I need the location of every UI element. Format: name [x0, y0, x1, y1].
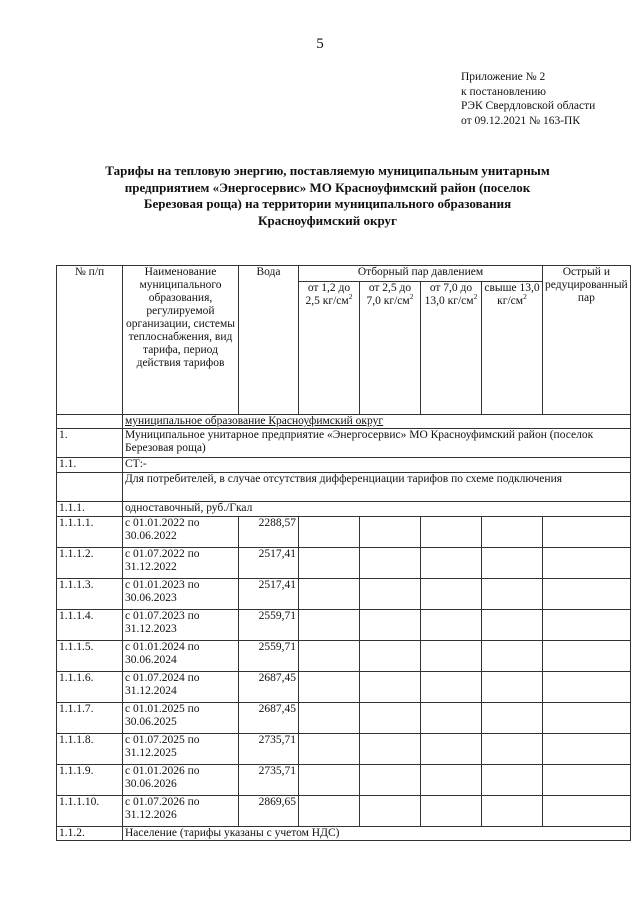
tariff-row-steam-4: [482, 548, 543, 579]
appendix-line: Приложение № 2: [461, 71, 546, 83]
title-line: Красноуфимский округ: [258, 212, 397, 228]
population-row: Население (тарифы указаны с учетом НДС): [123, 827, 631, 841]
tariff-row-num: 1.1.1.7.: [57, 703, 123, 734]
tariff-row-sharp: [543, 672, 631, 703]
tariff-row-steam-3: [421, 517, 482, 548]
tariff-row-sharp: [543, 796, 631, 827]
tariff-row: [57, 703, 631, 734]
tariff-row-steam-4: [482, 765, 543, 796]
tariff-row-steam-2: [360, 765, 421, 796]
tariff-table: [56, 265, 631, 841]
tariff-row-steam-1: [299, 610, 360, 641]
document-title: [80, 163, 575, 229]
title-line: предприятием «Энергосервис» МО Красноуфимский район (поселок: [124, 179, 531, 195]
tariff-row-steam-2: [360, 796, 421, 827]
system-name: СТ:-: [123, 458, 631, 473]
tariff-row-steam-1: [299, 517, 360, 548]
tariff-row-steam-3: [421, 796, 482, 827]
tariff-row-steam-4: [482, 796, 543, 827]
tariff-row-steam-1: [299, 579, 360, 610]
tariff-row-steam-3: [421, 703, 482, 734]
tariff-row-steam-4: [482, 672, 543, 703]
tariff-row-sharp: [543, 641, 631, 672]
tariff-rows: [57, 517, 631, 827]
title-line: Тарифы на тепловую энергию, поставляемую муниципальным унитарным: [105, 163, 550, 178]
tariff-row-period: с 01.01.2023 по 30.06.2023: [123, 579, 239, 610]
tariff-row-steam-2: [360, 517, 421, 548]
tariff-row: [57, 734, 631, 765]
tariff-row-sharp: [543, 765, 631, 796]
tariff-row-water: 2735,71: [239, 765, 299, 796]
tariff-row: [57, 641, 631, 672]
tariff-row-period: с 01.07.2022 по 31.12.2022: [123, 548, 239, 579]
appendix-line: от 09.12.2021 № 163-ПК: [461, 114, 581, 127]
tariff-row-steam-4: [482, 703, 543, 734]
tariff-row-num: 1.1.1.2.: [57, 548, 123, 579]
tariff-row-steam-4: [482, 641, 543, 672]
tariff-row-sharp: [543, 734, 631, 765]
tariff-row-steam-2: [360, 641, 421, 672]
header-steam-4: свыше 13,0 $кг/см^2$: [482, 282, 543, 415]
page-number: 5: [316, 36, 324, 52]
tariff-row: [57, 672, 631, 703]
tariff-row-steam-3: [421, 548, 482, 579]
tariff-row-steam-4: [482, 579, 543, 610]
tariff-row-steam-3: [421, 765, 482, 796]
tariff-row: [57, 796, 631, 827]
tariff-row-period: с 01.01.2022 по 30.06.2022: [123, 517, 239, 548]
tariff-row-period: с 01.07.2023 по 31.12.2023: [123, 610, 239, 641]
consumers-num-cell: [57, 473, 123, 502]
header-water: Вода: [239, 266, 299, 415]
tariff-type: одноставочный, руб./Гкал: [123, 502, 631, 517]
header-sharp-steam: Острый и редуцированный пар: [543, 266, 631, 415]
tariff-row-steam-1: [299, 641, 360, 672]
tariff-row-steam-2: [360, 610, 421, 641]
tariff-row-period: с 01.07.2024 по 31.12.2024: [123, 672, 239, 703]
header-steam-group: Отборный пар давлением: [299, 266, 543, 282]
tariff-row-num: 1.1.1.1.: [57, 517, 123, 548]
tariff-row-steam-3: [421, 734, 482, 765]
header-num: № п/п: [57, 266, 123, 415]
tariff-row-steam-1: [299, 765, 360, 796]
tariff-row-steam-3: [421, 641, 482, 672]
header-steam-3: от 7,0 до 13,0 $кг/см^2$: [421, 282, 482, 415]
tariff-row-sharp: [543, 703, 631, 734]
tariff-row-steam-1: [299, 548, 360, 579]
tariff-row-steam-2: [360, 734, 421, 765]
tariff-row-num: 1.1.1.9.: [57, 765, 123, 796]
tariff-row-steam-3: [421, 672, 482, 703]
tariff-row-sharp: [543, 548, 631, 579]
title-line: Березовая роща) на территории муниципального образования: [143, 196, 512, 211]
tariff-row-num: 1.1.1.5.: [57, 641, 123, 672]
tariff-row: [57, 548, 631, 579]
tariff-row-water: 2735,71: [239, 734, 299, 765]
org-name: Муниципальное унитарное предприятие «Энергосервис» МО Красноуфимский район (поселок Березовая роща): [123, 429, 631, 458]
tariff-row-steam-1: [299, 796, 360, 827]
tariff-row-water: 2288,57: [239, 517, 299, 548]
tariff-row: [57, 610, 631, 641]
tariff-row-water: 2559,71: [239, 641, 299, 672]
tariff-row-water: 2517,41: [239, 548, 299, 579]
tariff-row-steam-4: [482, 610, 543, 641]
tariff-row-num: 1.1.1.10.: [57, 796, 123, 827]
tariff-row-steam-4: [482, 734, 543, 765]
tariff-row-sharp: [543, 610, 631, 641]
tariff-row-steam-1: [299, 672, 360, 703]
tariff-row-num: 1.1.1.3.: [57, 579, 123, 610]
tariff-row-steam-1: [299, 703, 360, 734]
tariff-row-period: с 01.01.2024 по 30.06.2024: [123, 641, 239, 672]
org-num: 1.: [57, 429, 123, 458]
appendix-line: РЭК Свердловской области: [461, 100, 596, 112]
population-num: 1.1.2.: [57, 827, 123, 841]
tariff-row-water: 2687,45: [239, 703, 299, 734]
tariff-row-steam-2: [360, 548, 421, 579]
tariff-row-steam-2: [360, 703, 421, 734]
tariff-row-period: с 01.01.2026 по 30.06.2026: [123, 765, 239, 796]
header-steam-2: от 2,5 до 7,0 $кг/см^2$: [360, 282, 421, 415]
tariff-row-steam-4: [482, 517, 543, 548]
tariff-row-num: 1.1.1.8.: [57, 734, 123, 765]
municipality-row: муниципальное образование Красноуфимский округ: [123, 415, 631, 429]
tariff-row: [57, 579, 631, 610]
appendix-block: [461, 70, 595, 128]
tariff-row: [57, 765, 631, 796]
tariff-row-num: 1.1.1.6.: [57, 672, 123, 703]
appendix-line: к постановлению: [461, 85, 546, 98]
consumers-row: Для потребителей, в случае отсутствия дифференциации тарифов по схеме подключения: [123, 473, 631, 502]
tariff-row-water: 2559,71: [239, 610, 299, 641]
tariff-row-period: с 01.01.2025 по 30.06.2025: [123, 703, 239, 734]
tariff-row-num: 1.1.1.4.: [57, 610, 123, 641]
tariff-row-steam-3: [421, 610, 482, 641]
tariff-type-num: 1.1.1.: [57, 502, 123, 517]
tariff-row-sharp: [543, 579, 631, 610]
municipality-num-cell: [57, 415, 123, 429]
tariff-row-steam-1: [299, 734, 360, 765]
tariff-row-period: с 01.07.2026 по 31.12.2026: [123, 796, 239, 827]
tariff-row-steam-2: [360, 579, 421, 610]
tariff-row-water: 2869,65: [239, 796, 299, 827]
header-steam-1: от 1,2 до 2,5 $кг/см^2$: [299, 282, 360, 415]
tariff-row-sharp: [543, 517, 631, 548]
tariff-row-water: 2517,41: [239, 579, 299, 610]
tariff-row-steam-3: [421, 579, 482, 610]
tariff-row: [57, 517, 631, 548]
header-name: Наименование муниципального образования, регулируемой организации, системы теплоснабжения, вид тарифа, период действия тарифов: [123, 266, 239, 415]
system-num: 1.1.: [57, 458, 123, 473]
tariff-row-water: 2687,45: [239, 672, 299, 703]
tariff-row-steam-2: [360, 672, 421, 703]
tariff-row-period: с 01.07.2025 по 31.12.2025: [123, 734, 239, 765]
